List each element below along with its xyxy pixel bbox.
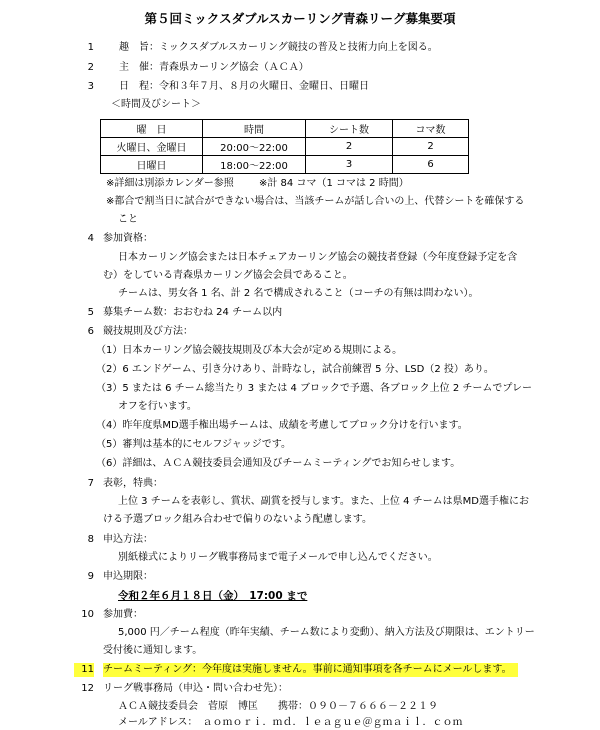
table-header: コマ数: [393, 120, 469, 138]
contact-email: メールアドレス： ａｏｍｏｒｉ．ｍｄ．ｌｅａｇｕｅ＠ｇｍａｉｌ．ｃｏｍ: [118, 717, 463, 728]
section-number: 6: [87, 326, 94, 337]
section-schedule: 日 程：令和３年７月、８月の火曜日、金曜日、日曜日: [119, 81, 369, 92]
schedule-caption: ＜時間及びシート＞: [111, 99, 201, 110]
awards-line: 上位 3 チームを表彰し、賞状、副賞を授与します。また、上位 4 チームは県MD選手権にお: [118, 496, 529, 507]
eligibility-line: チームは、男女各 1 名、計 2 名で構成されること（コーチの有無は問わない）。: [118, 288, 479, 299]
section-contact: リーグ戦事務局（申込・問い合わせ先）：: [103, 683, 288, 694]
document-title: 第５回ミックスダブルスカーリング青森リーグ募集要項: [144, 11, 456, 26]
section-number: 9: [87, 571, 94, 582]
eligibility-line: 日本カーリング協会または日本チェアカーリング協会の競技者登録（今年度登録予定を含: [118, 252, 518, 263]
fee-line: 5,000 円／チーム程度（昨年実績、チーム数により変動）、納入方法及び期限は、エントリー: [118, 627, 535, 638]
schedule-note-calendar: ※詳細は別添カレンダー参照: [106, 178, 234, 189]
section-number: 8: [87, 534, 94, 545]
section-fee: 参加費：: [103, 609, 143, 620]
table-header-row: [101, 120, 469, 138]
application-text: 別紙様式によりリーグ戦事務局まで電子メールで申し込んでください。: [118, 552, 438, 563]
rule-item: （6）詳細は、ＡＣＡ競技委員会通知及びチームミーティングでお知らせします。: [96, 458, 461, 469]
table-row: [101, 138, 469, 156]
table-cell: 日曜日: [101, 156, 203, 174]
section-number: 12: [81, 683, 94, 694]
section-team-count: 募集チーム数：おおむね 24 チーム以内: [103, 307, 283, 318]
rule-item: （3）5 または 6 チーム総当たり 3 または 4 ブロックで予選、各ブロック上位 2 チームでプレー: [96, 383, 532, 394]
rule-item: （1）日本カーリング協会競技規則及び本大会が定める規則による。: [96, 345, 403, 356]
table-cell: 2: [393, 138, 469, 156]
table-cell: 18:00～22:00: [203, 156, 306, 174]
section-rules: 競技規則及び方法：: [103, 326, 193, 337]
schedule-note-substitute: ※都合で割当日に試合ができない場合は、当該チームが話し合いの上、代替シートを確保する: [106, 196, 525, 207]
schedule-note-substitute-cont: こと: [118, 214, 138, 225]
table-row: [101, 156, 469, 174]
rule-item-cont: オフを行います。: [118, 401, 197, 412]
section-number: 1: [87, 42, 94, 53]
section-organizer: 主 催：青森県カーリング協会（ＡＣＡ）: [119, 62, 309, 73]
fee-line: 受付後に通知します。: [103, 645, 203, 656]
section-purpose: 趣 旨：ミックスダブルスカーリング競技の普及と技術力向上を図る。: [119, 42, 438, 53]
section-team-meeting: チームミーティング：今年度は実施しません。事前に通知事項を各チームにメールします。: [103, 663, 518, 677]
contact-phone: ＡＣＡ競技委員会 菅原 博匡 携帯：０９０－７６６６－２２１９: [118, 701, 438, 712]
section-number: 10: [81, 609, 94, 620]
section-number: 4: [87, 233, 94, 244]
table-cell: 火曜日、金曜日: [101, 138, 203, 156]
table-cell: 6: [393, 156, 469, 174]
section-application: 申込方法：: [103, 534, 153, 545]
rule-item: （4）昨年度県MD選手権出場チームは、成績を考慮してブロック分けを行います。: [96, 420, 468, 431]
section-awards: 表彰，特典：: [103, 478, 163, 489]
section-eligibility: 参加資格：: [103, 233, 153, 244]
rule-item: （2）6 エンドゲーム、引き分けあり、計時なし，試合前練習 5 分、LSD（2 投）あり。: [96, 364, 494, 375]
rule-item: （5）審判は基本的にセルフジャッジです。: [96, 439, 291, 450]
section-number: 3: [87, 81, 94, 92]
table-cell: 2: [306, 138, 393, 156]
table-cell: 20:00～22:00: [203, 138, 306, 156]
table-header: 時間: [203, 120, 306, 138]
table-header: シート数: [306, 120, 393, 138]
table-header: 曜 日: [101, 120, 203, 138]
eligibility-line: む）をしている青森県カーリング協会会員であること。: [103, 270, 353, 281]
section-deadline: 申込期限：: [103, 571, 153, 582]
section-number: 2: [87, 62, 94, 73]
schedule-table: [100, 119, 469, 174]
section-number: 5: [87, 307, 94, 318]
deadline-date: 令和２年６月１８日（金） 17:00 まで: [118, 590, 308, 602]
table-cell: 3: [306, 156, 393, 174]
awards-line: ける予選ブロック組み合わせで偏りのないよう配慮します。: [103, 514, 372, 525]
section-number: 11: [74, 663, 94, 677]
section-number: 7: [87, 478, 94, 489]
schedule-note-total: ※計 84 コマ（1 コマは 2 時間）: [259, 178, 409, 189]
